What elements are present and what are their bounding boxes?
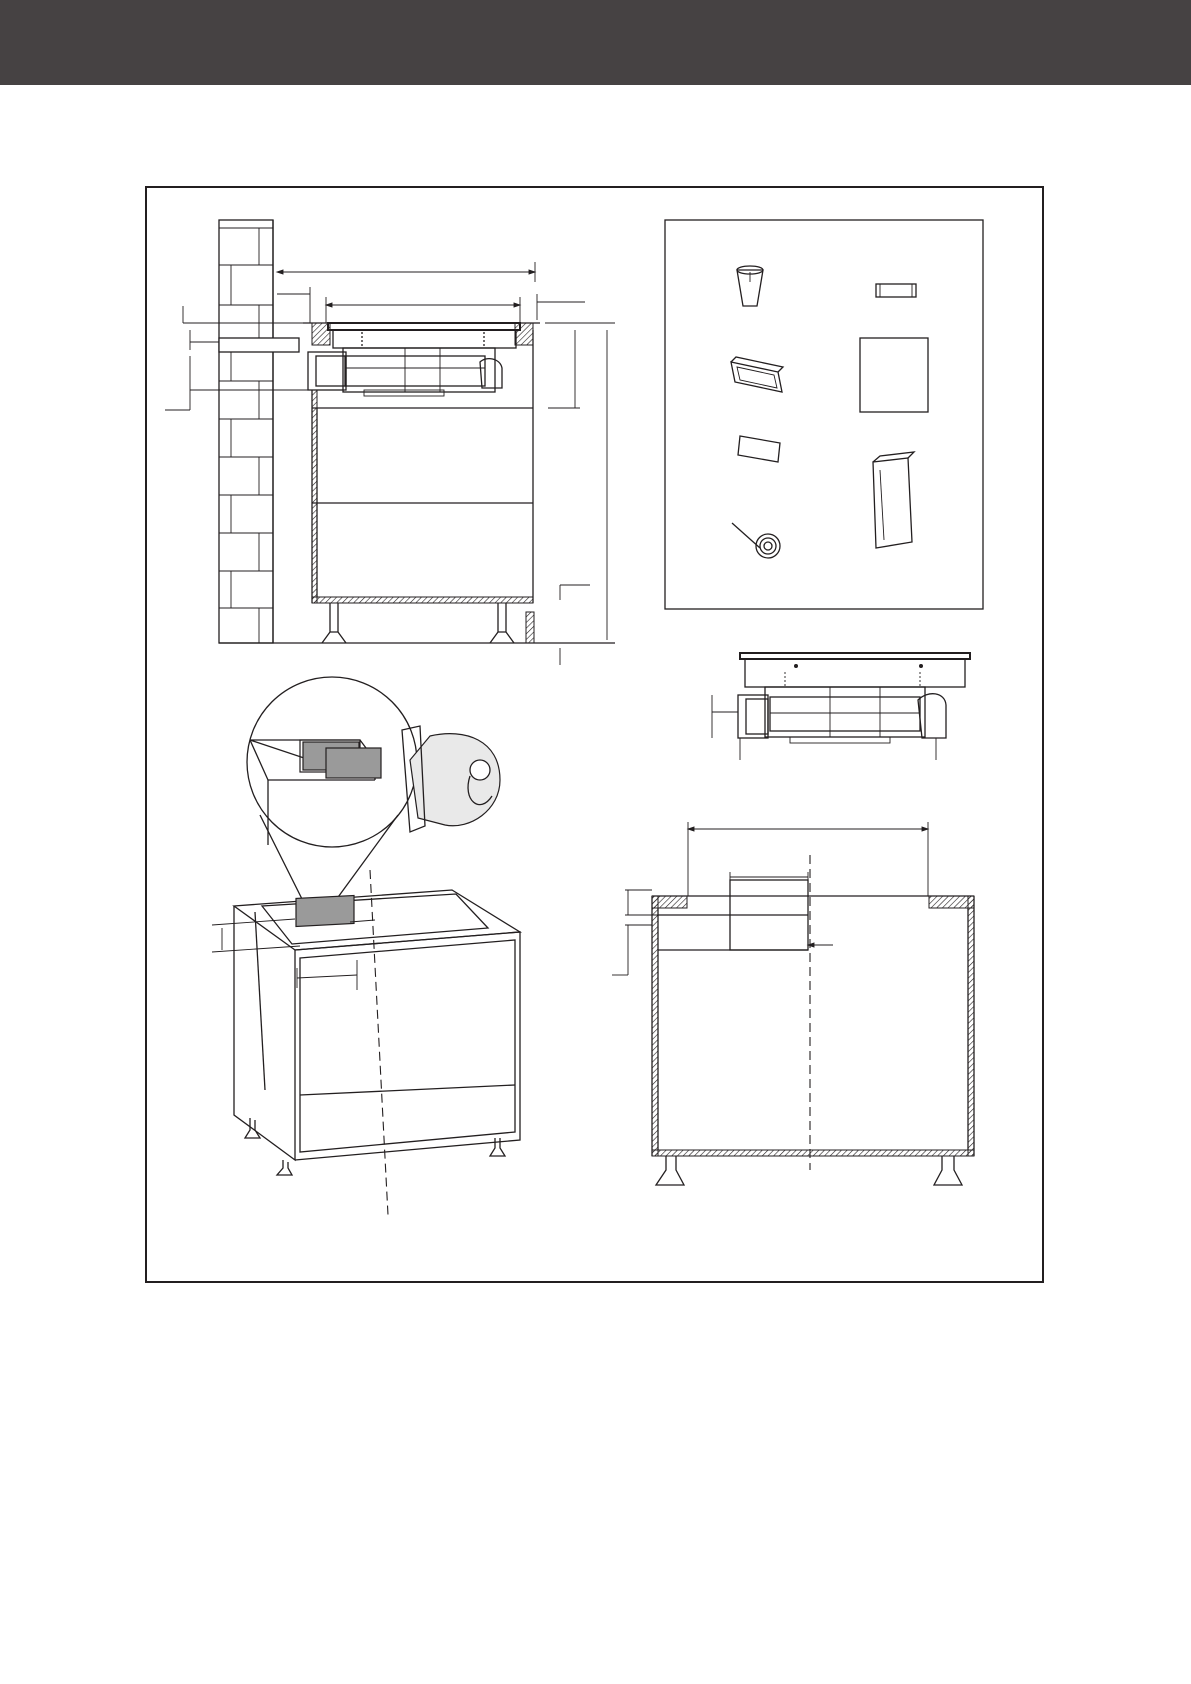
side-section-view xyxy=(165,220,615,665)
flat-duct-icon xyxy=(873,452,914,548)
detail-magnifier xyxy=(247,677,500,847)
small-bracket-icon xyxy=(876,284,916,297)
clip-adapter-icon xyxy=(731,357,783,392)
accessories-box xyxy=(665,220,983,609)
hob-side-view xyxy=(712,653,970,760)
cabinet-3d-view xyxy=(212,677,520,1215)
seal-pad-icon xyxy=(738,436,780,462)
cabinet-3d-dimensions xyxy=(212,919,375,990)
foam-sheet-icon xyxy=(860,338,928,412)
duct-connector-cup-icon xyxy=(737,266,763,306)
hob-in-cabinet xyxy=(308,323,520,396)
brick-wall xyxy=(219,220,299,643)
open-cabinet xyxy=(234,890,520,1175)
cabinet-front-view xyxy=(612,822,974,1185)
side-cabinet xyxy=(303,323,540,643)
spring-icon xyxy=(732,523,780,558)
